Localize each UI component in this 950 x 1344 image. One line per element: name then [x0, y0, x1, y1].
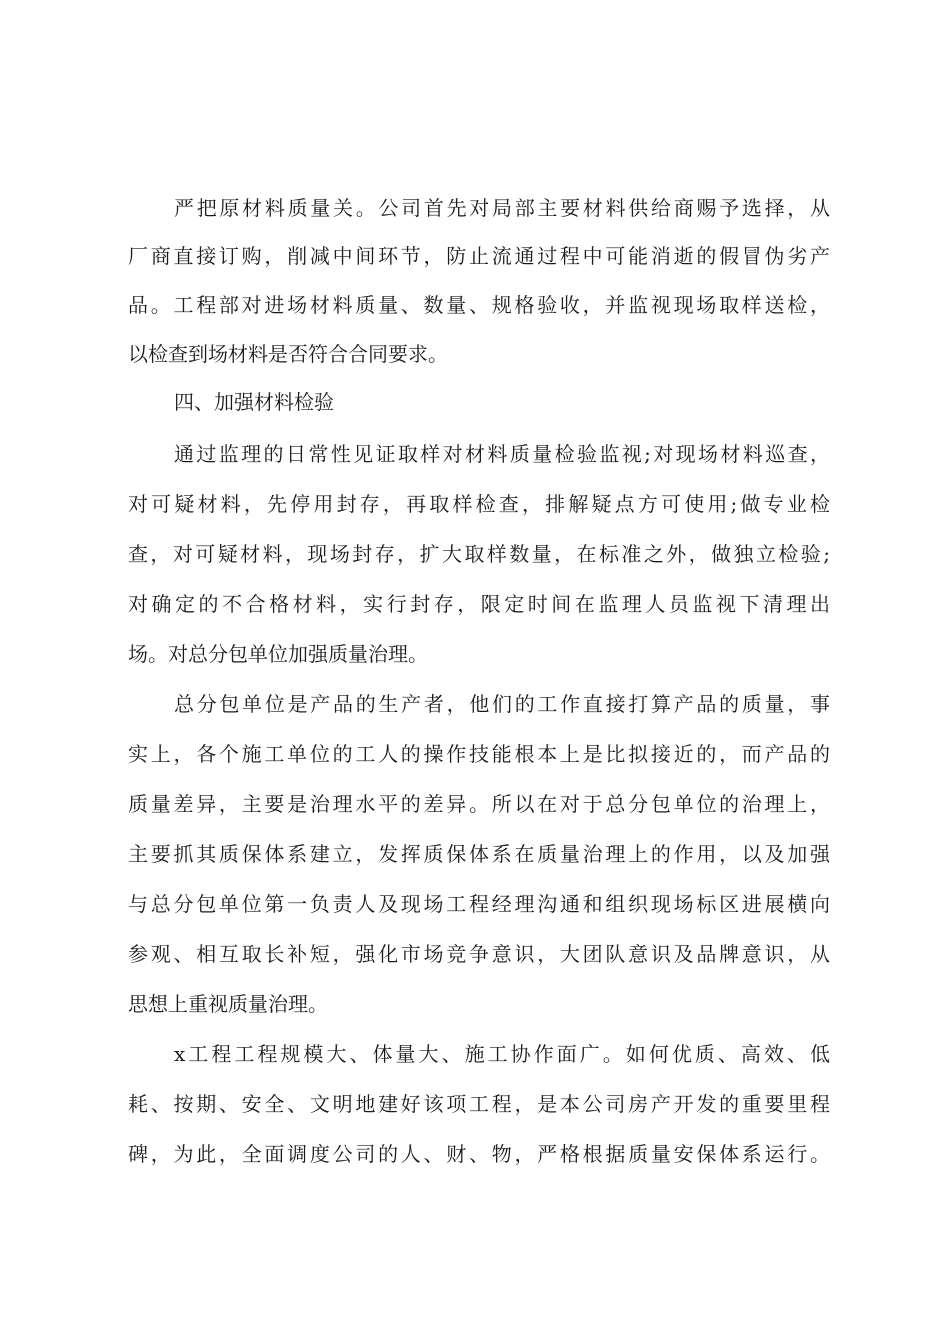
text-line: 查，对可疑材料，现场封存，扩大取样数量，在标准之外，做独立检验; [128, 542, 830, 566]
paragraph-4-line-2 [0, 734, 950, 774]
paragraph-1-line-4 [0, 334, 950, 374]
text-line: 通过监理的日常性见证取样对材料质量检验监视;对现场材料巡查， [174, 442, 830, 466]
paragraph-4-line-4 [0, 834, 950, 874]
paragraph-4-line-5 [0, 884, 950, 924]
text-line: 耗、按期、安全、文明地建好该项工程，是本公司房产开发的重要里程 [128, 1092, 830, 1116]
paragraph-4-line-3 [0, 784, 950, 824]
paragraph-3-line-2 [0, 484, 950, 524]
section-heading-text: 四、加强材料检验 [174, 390, 334, 414]
paragraph-3-line-5 [0, 634, 950, 674]
paragraph-5-line-1 [0, 1034, 950, 1074]
text-line: 碑，为此，全面调度公司的人、财、物，严格根据质量安保体系运行。 [128, 1142, 830, 1166]
paragraph-4-line-6 [0, 934, 950, 974]
text-line: 严把原材料质量关。公司首先对局部主要材料供给商赐予选择，从 [174, 196, 830, 220]
paragraph-3-line-3 [0, 534, 950, 574]
paragraph-1-line-2 [0, 236, 950, 276]
text-line: 实上，各个施工单位的工人的操作技能根本上是比拟接近的，而产品的 [128, 742, 830, 766]
text-line: 场。对总分包单位加强质量治理。 [128, 642, 428, 666]
text-line: 总分包单位是产品的生产者，他们的工作直接打算产品的质量，事 [174, 692, 830, 716]
text-line: x工程工程规模大、体量大、施工协作面广。如何优质、高效、低 [174, 1042, 830, 1066]
text-line: 与总分包单位第一负责人及现场工程经理沟通和组织现场标区进展横向 [128, 892, 830, 916]
text-line: 思想上重视质量治理。 [128, 992, 328, 1016]
section-heading [0, 382, 950, 422]
text-line: 以检查到场材料是否符合合同要求。 [128, 342, 448, 366]
text-line: 厂商直接订购，削减中间环节，防止流通过程中可能消逝的假冒伪劣产 [128, 244, 830, 268]
paragraph-5-line-2 [0, 1084, 950, 1124]
text-line: 主要抓其质保体系建立，发挥质保体系在质量治理上的作用，以及加强 [128, 842, 830, 866]
paragraph-3-line-1 [0, 434, 950, 474]
text-line: 对可疑材料，先停用封存，再取样检查，排解疑点方可使用;做专业检 [128, 492, 830, 516]
text-line: 质量差异，主要是治理水平的差异。所以在对于总分包单位的治理上， [128, 792, 830, 816]
text-line: 参观、相互取长补短，强化市场竞争意识，大团队意识及品牌意识，从 [128, 942, 830, 966]
text-line: 品。工程部对进场材料质量、数量、规格验收，并监视现场取样送检， [128, 293, 830, 317]
paragraph-1-line-3 [0, 285, 950, 325]
paragraph-5-line-3 [0, 1134, 950, 1174]
paragraph-3-line-4 [0, 584, 950, 624]
paragraph-4-line-1 [0, 684, 950, 724]
paragraph-1-line-1 [0, 188, 950, 228]
paragraph-4-line-7 [0, 984, 950, 1024]
text-line: 对确定的不合格材料，实行封存，限定时间在监理人员监视下清理出 [128, 592, 830, 616]
